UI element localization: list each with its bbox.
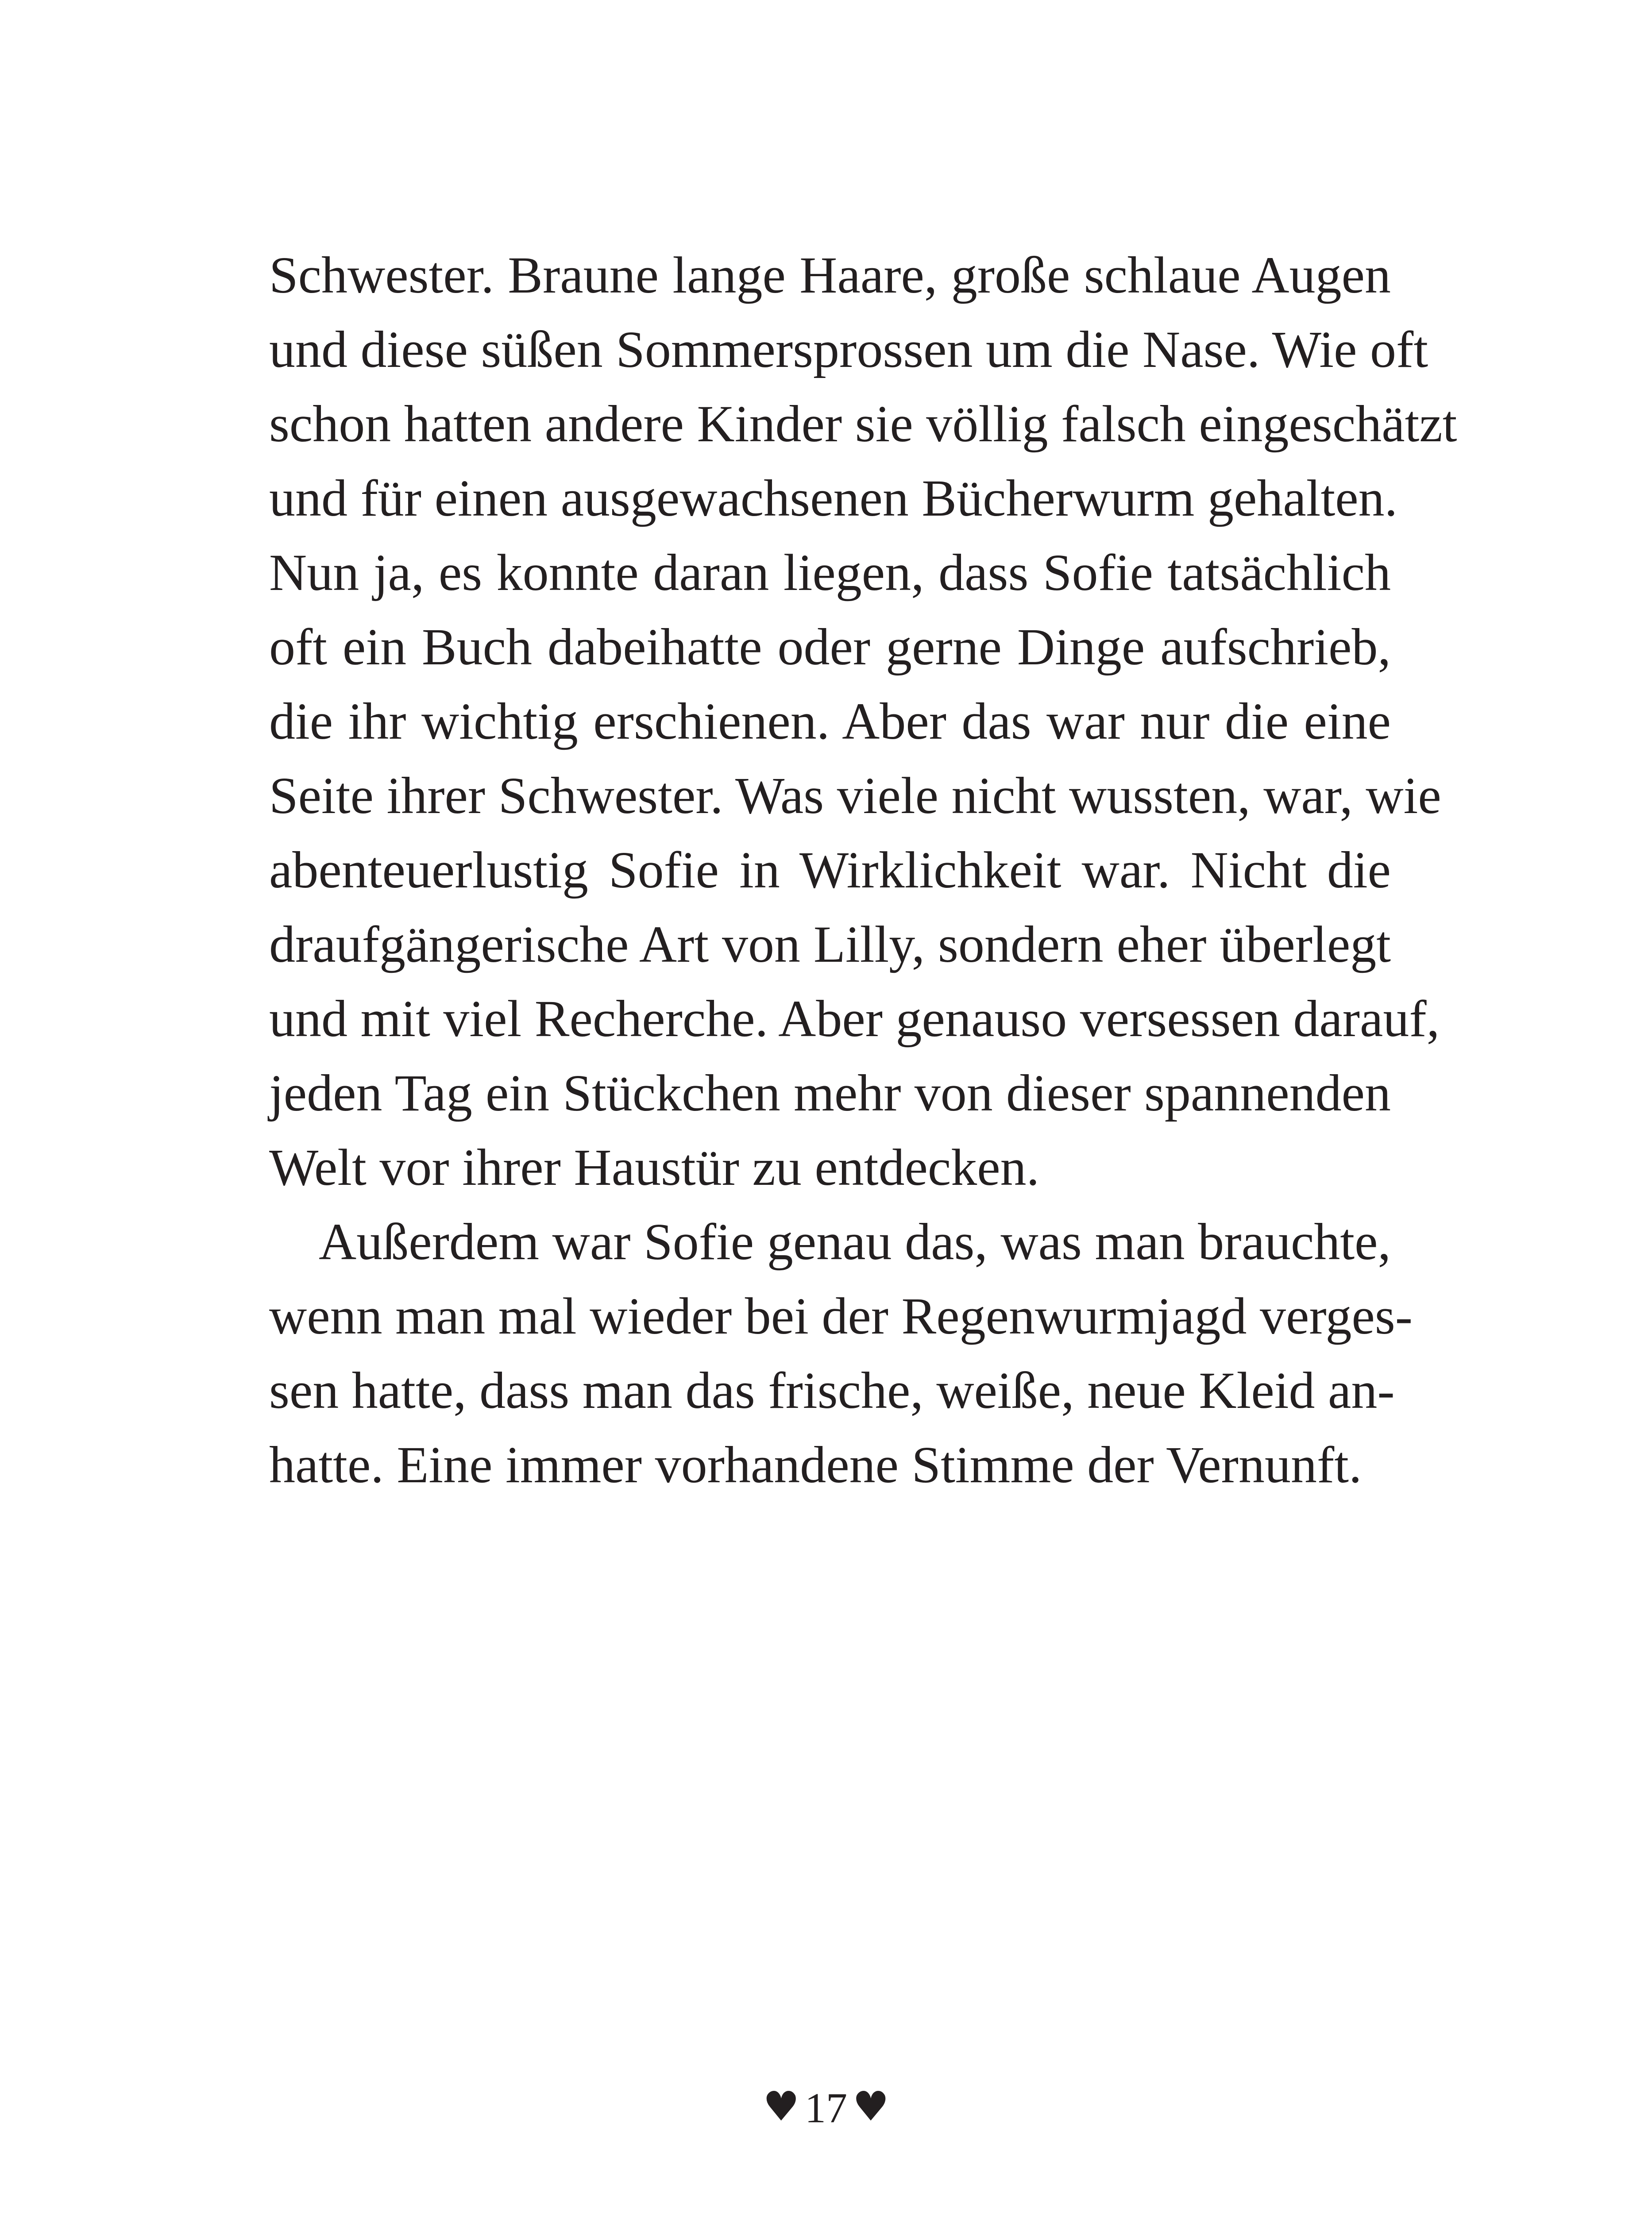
body-text (269, 238, 1457, 1502)
text-line: die ihr wichtig erschienen. Aber das war nur die eine (269, 692, 1391, 750)
page-footer (0, 2080, 1652, 2135)
text-line: Welt vor ihrer Haustür zu entdecken. (269, 1138, 1040, 1196)
text-line: und diese süßen Sommersprossen um die Nase. Wie oft (269, 320, 1428, 378)
text-line: Nun ja, es konnte daran liegen, dass Sofie tatsächlich (269, 544, 1391, 601)
text-line: schon hatten andere Kinder sie völlig falsch eingeschätzt (269, 395, 1457, 453)
text-line: Seite ihrer Schwester. Was viele nicht wussten, war, wie (269, 767, 1441, 825)
heart-icon: ♥ (853, 2083, 889, 2130)
heart-icon: ♥ (763, 2083, 799, 2130)
text-line: und für einen ausgewachsenen Bücherwurm gehalten. (269, 469, 1398, 527)
text-line: Schwester. Braune lange Haare, große schlaue Augen (269, 246, 1391, 304)
text-line: jeden Tag ein Stückchen mehr von dieser spannenden (269, 1064, 1391, 1122)
paragraph-2 (269, 1205, 1413, 1502)
text-line: abenteuerlustig Sofie in Wirklichkeit war. Nicht die (269, 841, 1391, 899)
text-line: oft ein Buch dabeihatte oder gerne Dinge aufschrieb, (269, 618, 1391, 676)
text-line: und mit viel Recherche. Aber genauso versessen darauf, (269, 990, 1440, 1048)
text-line: wenn man mal wieder bei der Regenwurmjagd verges- (269, 1287, 1413, 1345)
page-number: 17 (805, 2084, 847, 2132)
text-line: Außerdem war Sofie genau das, was man brauchte, (319, 1213, 1391, 1271)
paragraph-1 (269, 238, 1457, 1205)
text-line: draufgängerische Art von Lilly, sondern eher überlegt (269, 915, 1391, 973)
text-line: sen hatte, dass man das frische, weiße, neue Kleid an- (269, 1361, 1395, 1419)
text-line: hatte. Eine immer vorhandene Stimme der Vernunft. (269, 1436, 1362, 1494)
